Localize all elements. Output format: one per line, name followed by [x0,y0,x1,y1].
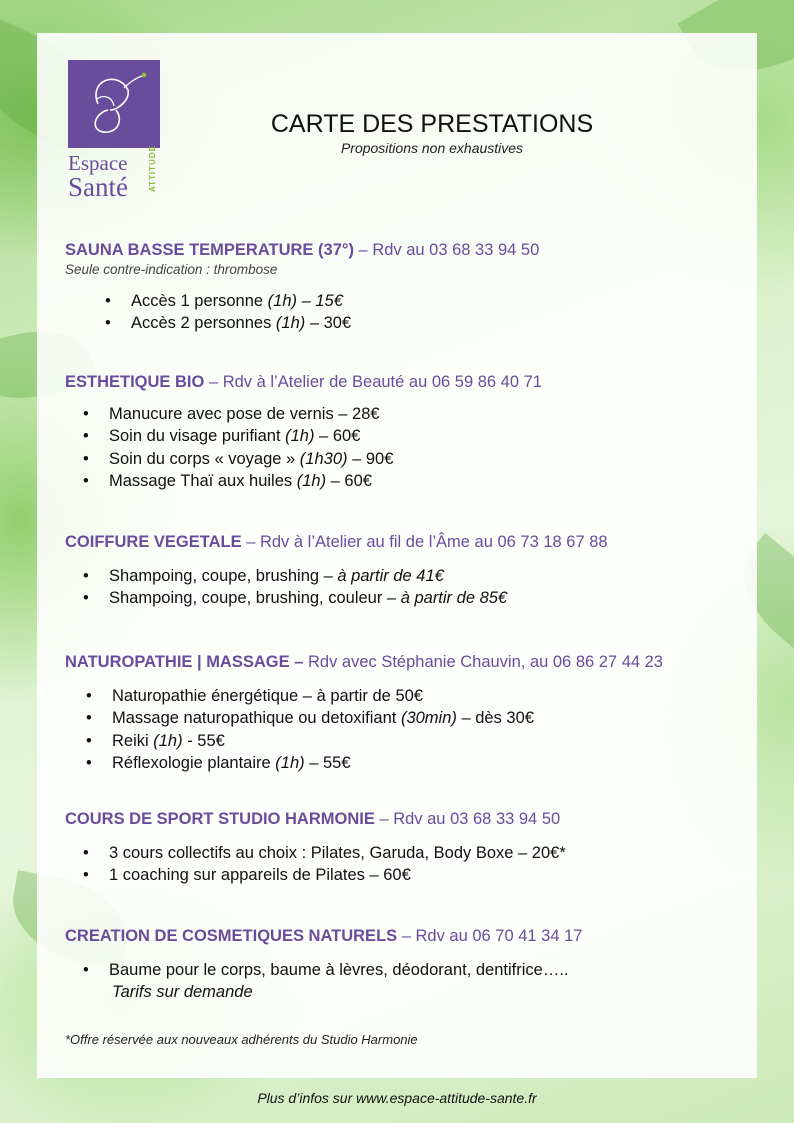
service-list [131,290,755,335]
section-contact: – Rdv au 03 68 33 94 50 [353,241,540,259]
section-heading [65,808,755,830]
section-contact: – Rdv à l’Atelier au fil de l’Âme au 06 73 18 67 88 [241,533,608,551]
logo-butterfly-box [68,60,160,148]
logo-word-espace: Espace [68,151,128,175]
page-subtitle: Propositions non exhaustives [340,140,524,156]
list-item: • Shampoing, coupe, brushing, couleur – à partir de 85€ [109,587,755,609]
espace-sante-logo [68,60,160,204]
list-item: • Shampoing, coupe, brushing – à partir de 41€ [109,565,755,587]
service-list [109,842,755,887]
section-heading [65,371,755,393]
section-title: NATUROPATHIE | MASSAGE – [65,653,304,671]
service-list [112,685,755,775]
list-item: • 1 coaching sur appareils de Pilates – 60€ [109,864,755,886]
list-item: • Naturopathie énergétique – à partir de 50€ [112,685,755,707]
section-heading [65,239,755,261]
footnote: *Offre réservée aux nouveaux adhérents du Studio Harmonie [65,1032,418,1047]
list-item: • Reiki (1h) - 55€ [112,730,755,752]
section-sport [65,808,755,887]
service-list [109,565,755,610]
section-coiffure [65,531,755,610]
service-list [109,403,755,493]
section-heading [65,651,755,673]
list-item: • Accès 1 personne (1h) – 15€ [131,290,755,312]
section-contact: – Rdv à l’Atelier de Beauté au 06 59 86 40 71 [204,373,542,391]
section-naturopathie [65,651,755,775]
section-title: ESTHETIQUE BIO [65,373,205,391]
butterfly-icon [68,60,160,148]
section-title: COURS DE SPORT STUDIO HARMONIE [65,810,375,828]
section-title: COIFFURE VEGETALE [65,533,242,551]
section-contact: – Rdv au 03 68 33 94 50 [374,810,561,828]
logo-word-sante: Santé [68,172,128,202]
section-sauna [65,239,755,335]
list-item: • Manucure avec pose de vernis – 28€ [109,403,755,425]
list-item: • Soin du visage purifiant (1h) – 60€ [109,425,755,447]
section-heading [65,531,755,553]
section-contact: Rdv avec Stéphanie Chauvin, au 06 86 27 44 23 [303,653,663,671]
section-title: SAUNA BASSE TEMPERATURE (37°) [65,241,354,259]
section-esthetique [65,371,755,493]
section-title: CREATION DE COSMETIQUES NATURELS [65,927,398,945]
list-item: • Baume pour le corps, baume à lèvres, déodorant, dentifrice….. [109,959,755,981]
service-list [109,959,755,981]
list-item: • Massage naturopathique ou detoxifiant (30min) – dès 30€ [112,707,755,729]
list-item: • Accès 2 personnes (1h) – 30€ [131,312,755,334]
tarifs-note: Tarifs sur demande [112,983,253,1002]
list-item: • Soin du corps « voyage » (1h30) – 90€ [109,448,755,470]
section-cosmetiques [65,925,755,1003]
list-item: • 3 cours collectifs au choix : Pilates, Garuda, Body Boxe – 20€* [109,842,755,864]
section-contact: – Rdv au 06 70 41 34 17 [397,927,583,945]
section-note: Seule contre-indication : thrombose [65,262,278,277]
section-heading [65,925,755,947]
list-item: • Massage Thaï aux huiles (1h) – 60€ [109,470,755,492]
website-footer: Plus d’infos sur www.espace-attitude-sante.fr [257,1090,537,1106]
page-title: CARTE DES PRESTATIONS [270,110,594,138]
logo-word-attitude: ATTITUDE [148,145,157,192]
list-item: • Réflexologie plantaire (1h) – 55€ [112,752,755,774]
